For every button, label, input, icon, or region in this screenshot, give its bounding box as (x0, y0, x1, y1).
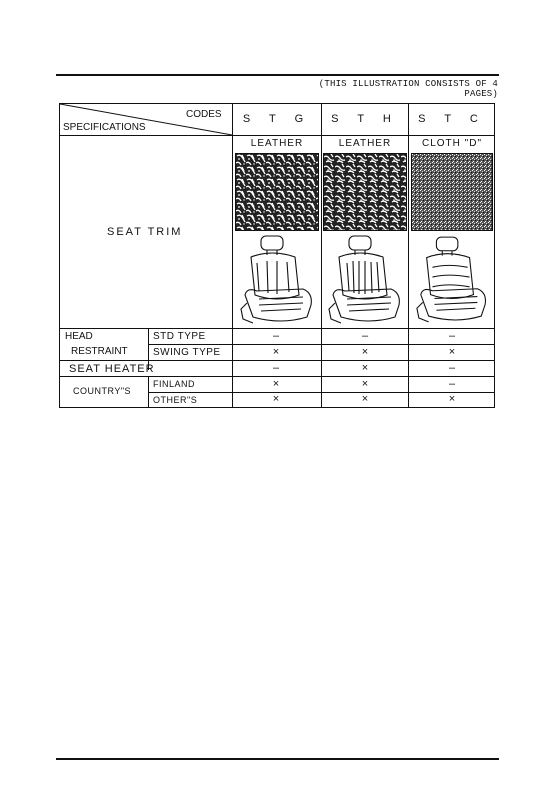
finland-label: FINLAND (153, 379, 196, 389)
material-stc: CLOTH "D" (422, 138, 482, 149)
material-stg: LEATHER (250, 138, 304, 149)
material-sth: LEATHER (338, 138, 392, 149)
finland-stg: × (272, 378, 280, 390)
row-sep-std (148, 344, 495, 345)
leather-swatch-sth (323, 153, 407, 231)
std-type-label: STD TYPE (153, 331, 206, 342)
others-label: OTHER"S (153, 395, 198, 405)
seat-heater-stg: – (272, 362, 280, 374)
seat-illustration-stc (413, 233, 491, 327)
std-type-sth: – (361, 330, 369, 342)
bottom-rule (56, 758, 499, 760)
std-type-stg: – (272, 330, 280, 342)
head-restraint-label-2: RESTRAINT (71, 346, 128, 357)
others-stc: × (448, 393, 456, 405)
code-stg: S T G (242, 113, 312, 125)
leather-swatch-stg (235, 153, 319, 231)
code-sth: S T H (331, 113, 399, 125)
swing-type-label: SWING TYPE (153, 347, 221, 358)
top-rule (56, 74, 499, 76)
cloth-swatch-stc (411, 153, 493, 231)
others-sth: × (361, 393, 369, 405)
seat-heater-sth: × (361, 362, 369, 374)
table-border-bottom (59, 407, 495, 408)
std-type-stc: – (448, 330, 456, 342)
seat-heater-label: SEAT HEATER (69, 363, 155, 375)
others-stg: × (272, 393, 280, 405)
code-stc: S T C (418, 113, 486, 125)
finland-stc: – (448, 378, 456, 390)
codes-label: CODES (186, 109, 222, 120)
page-note: (THIS ILLUSTRATION CONSISTS OF 4 PAGES) (318, 79, 498, 99)
table-border-left (59, 103, 60, 408)
seat-illustration-stg (237, 233, 317, 327)
finland-sth: × (361, 378, 369, 390)
countrys-label: COUNTRY"S (73, 386, 132, 396)
row-sep-trim (59, 328, 495, 329)
row-sep-heater (59, 376, 495, 377)
head-restraint-label: HEAD (65, 331, 93, 342)
spec-table (59, 103, 495, 408)
swing-type-sth: × (361, 346, 369, 358)
seat-heater-stc: – (448, 362, 456, 374)
swing-type-stc: × (448, 346, 456, 358)
seat-trim-label: SEAT TRIM (107, 226, 183, 238)
swing-type-stg: × (272, 346, 280, 358)
row-sep-swing (59, 360, 495, 361)
specifications-label: SPECIFICATIONS (63, 122, 146, 133)
seat-illustration-sth (325, 233, 405, 327)
